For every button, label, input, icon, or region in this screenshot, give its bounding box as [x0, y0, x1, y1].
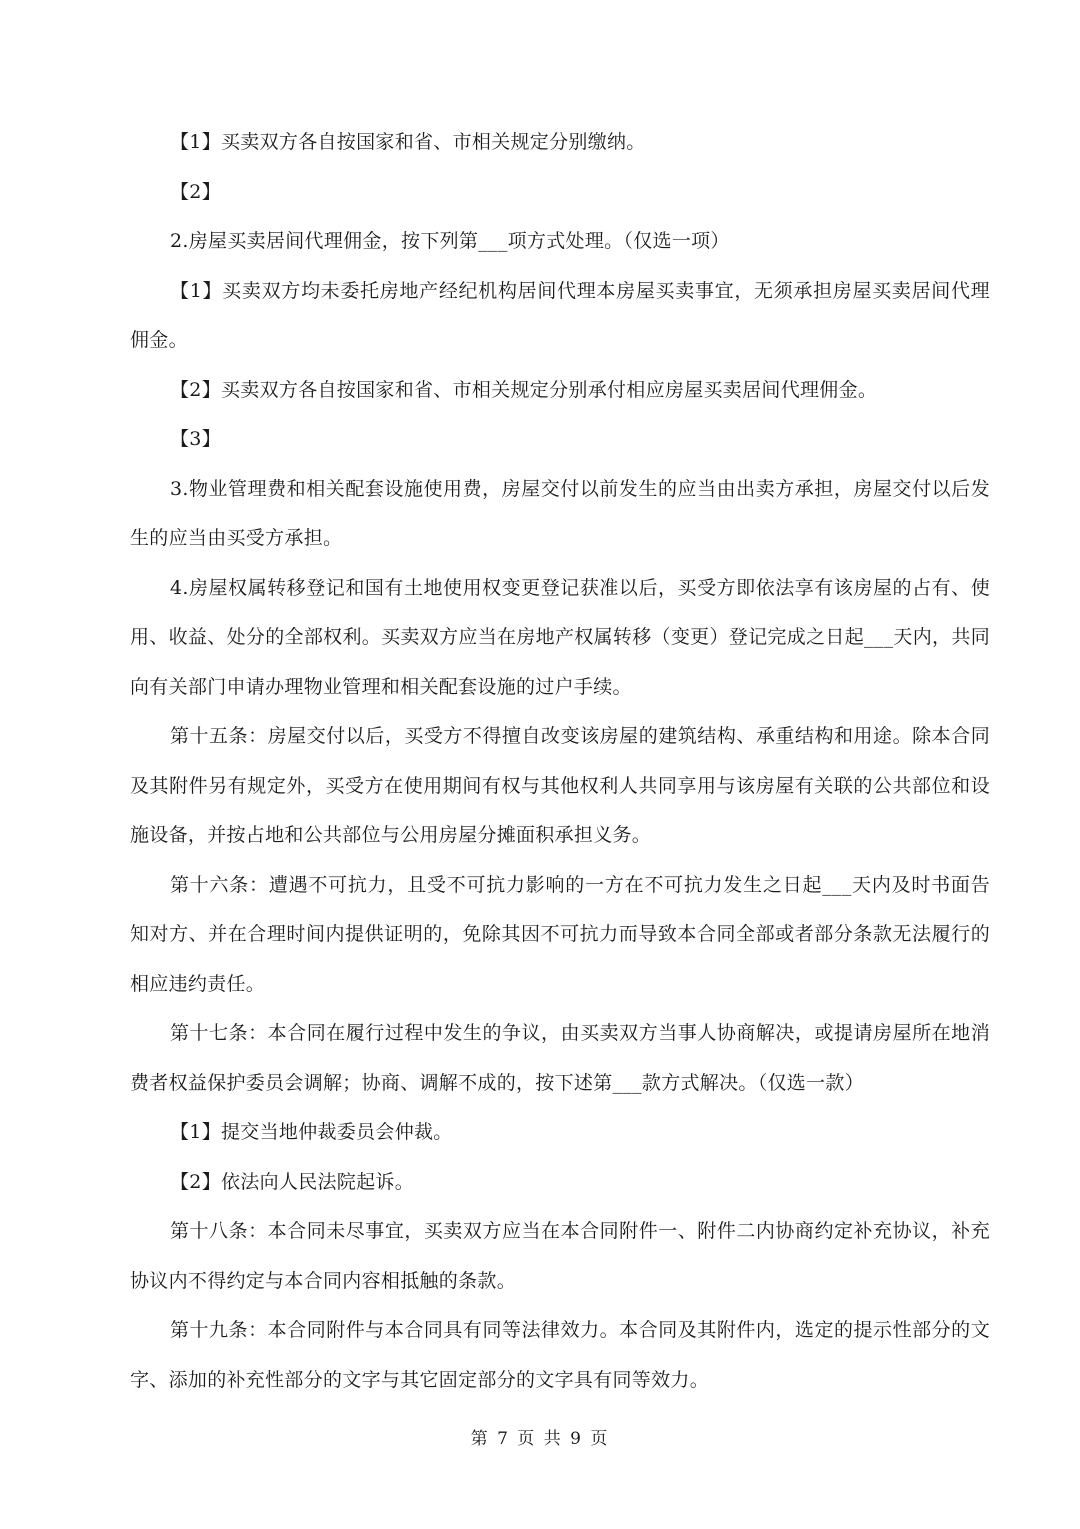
paragraph-dispute-option-1: 【1】提交当地仲裁委员会仲裁。	[170, 1121, 453, 1143]
page-number-footer: 第 7 页 共 9 页	[470, 1429, 610, 1449]
paragraph-title-transfer: 4.房屋权属转移登记和国有土地使用权变更登记获准以后，买受方即依法享有该房屋的占有、使用、收益、处分的全部权利。买卖双方应当在房地产权属转移（变更）登记完成之日起___天内，共同向有关部门申请办理物业管理和相关配套设施的过户手续。	[130, 576, 990, 698]
paragraph-commission-option-2: 【2】买卖双方各自按国家和省、市相关规定分别承付相应房屋买卖居间代理佣金。	[170, 378, 878, 401]
paragraph-commission-option-3: 【3】	[170, 428, 221, 450]
paragraph-article-19: 第十九条：本合同附件与本合同具有同等法律效力。本合同及其附件内，选定的提示性部分的文字、添加的补充性部分的文字与其它固定部分的文字具有同等效力。	[130, 1319, 990, 1391]
document-body	[130, 118, 990, 1405]
paragraph-commission-option-1: 【1】买卖双方均未委托房地产经纪机构居间代理本房屋买卖事宜，无须承担房屋买卖居间代理佣金。	[130, 279, 990, 351]
paragraph-property-fees: 3.物业管理费和相关配套设施使用费，房屋交付以前发生的应当由出卖方承担，房屋交付以后发生的应当由买受方承担。	[130, 477, 990, 549]
paragraph-article-16: 第十六条：遭遇不可抗力，且受不可抗力影响的一方在不可抗力发生之日起___天内及时书面告知对方、并在合理时间内提供证明的，免除其因不可抗力而导致本合同全部或者部分条款无法履行的相应违约责任。	[130, 873, 990, 995]
paragraph-commission-clause: 2.房屋买卖居间代理佣金，按下列第___项方式处理。（仅选一项）	[170, 230, 730, 252]
paragraph-tax-option-1: 【1】买卖双方各自按国家和省、市相关规定分别缴纳。	[170, 131, 646, 153]
paragraph-dispute-option-2: 【2】依法向人民法院起诉。	[170, 1170, 414, 1193]
paragraph-tax-option-2: 【2】	[170, 180, 221, 203]
paragraph-article-15: 第十五条：房屋交付以后，买受方不得擅自改变该房屋的建筑结构、承重结构和用途。除本合同及其附件另有规定外，买受方在使用期间有权与其他权利人共同享用与该房屋有关联的公共部位和设施设备，并按占地和公共部位与公用房屋分摊面积承担义务。	[130, 725, 990, 846]
paragraph-article-18: 第十八条：本合同未尽事宜，买卖双方应当在本合同附件一、附件二内协商约定补充协议，补充协议内不得约定与本合同内容相抵触的条款。	[130, 1220, 990, 1292]
paragraph-article-17: 第十七条：本合同在履行过程中发生的争议，由买卖双方当事人协商解决，或提请房屋所在地消费者权益保护委员会调解；协商、调解不成的，按下述第___款方式解决。（仅选一款）	[130, 1022, 990, 1094]
